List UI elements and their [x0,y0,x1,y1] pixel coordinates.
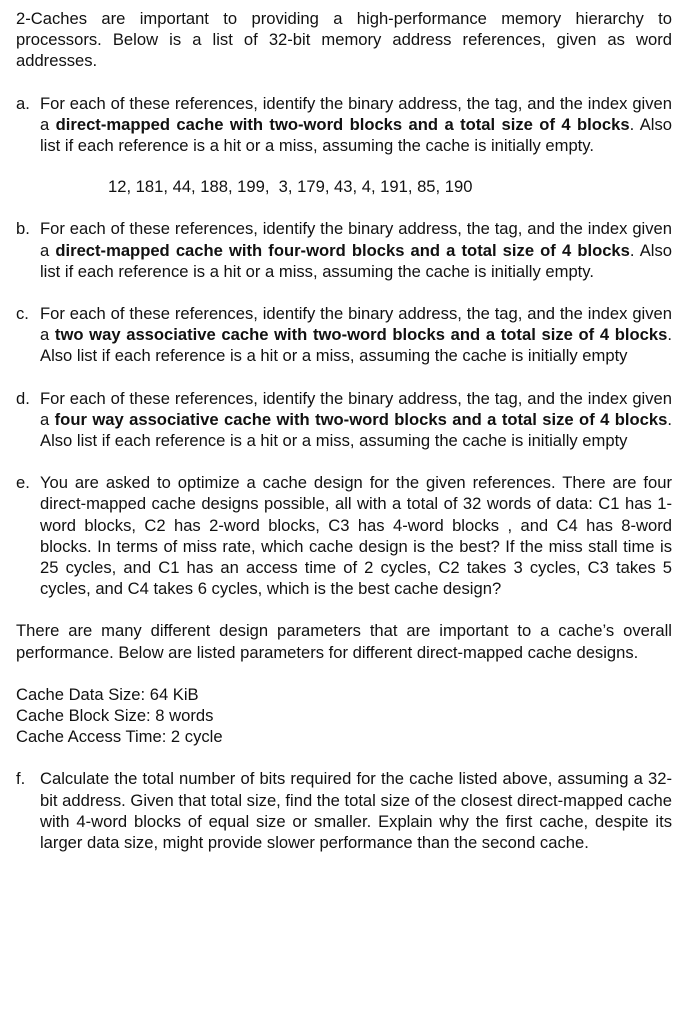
question-a-bold: direct-mapped cache with two-word blocks and a total size of 4 blocks [55,114,630,134]
question-a-text: For each of these references, identify the binary address, the tag, and the index given a [40,93,672,134]
question-a-text-end: . Also list if each reference is a hit or a miss, assuming the cache is initially empty. [40,114,672,156]
question-c-bold: two way associative cache with two-word blocks and a total size of 4 blocks [54,325,668,345]
question-b-text: For each of these references, identify the binary address, the tag, and the index given a [40,219,672,260]
question-d-text-end: . Also list if each reference is a hit or a miss, assuming the cache is initially empty [40,409,672,451]
question-a [16,93,672,157]
question-b-marker: b. [16,219,30,239]
question-d-bold: four way associative cache with two-word blocks and a total size of 4 blocks [54,409,668,429]
question-f-marker: f. [16,769,26,789]
question-c-marker: c. [16,304,29,324]
question-f-text: Calculate the total number of bits required for the cache listed above, assuming a 32-bit address. Given that total size, find the total size of the closest direct-mapped cache with 4-word blocks of equal size or smaller. Explain why the first cache, despite its larger data size, might provide slower performance than the second cache. [40,769,672,853]
question-c-text: For each of these references, identify the binary address, the tag, and the index given a [40,304,672,345]
question-e-marker: e. [16,473,30,493]
question-b-text-end: . Also list if each reference is a hit or a miss, assuming the cache is initially empty. [40,240,672,281]
design-parameters-paragraph: There are many different design parameters that are important to a cache’s overall performance. Below are listed parameters for different direct-mapped cache designs. [16,621,672,662]
question-c-text-end: . Also list if each reference is a hit or a miss, assuming the cache is initially empty [40,325,672,366]
question-e-text: You are asked to optimize a cache design for the given references. There are four direct-mapped cache designs possible, all with a total of 32 words of data: C1 has 1-word blocks, C2 has 2-word blocks, C3 has 4-word blocks , and C4 has 8-word blocks. In terms of miss rate, which cache design is the best? If the miss stall time is 25 cycles, and C1 has an access time of 2 cycles, C2 takes 3 cycles, C3 takes 5 cycles, and C4 takes 6 cycles, which is the best cache design? [40,473,672,599]
question-b [16,218,672,282]
cache-parameters [16,684,672,748]
question-d [16,388,672,452]
cache-block-size: Cache Block Size: 8 words [16,706,214,726]
question-d-marker: d. [16,388,30,408]
address-references: 12, 181, 44, 188, 199, 3, 179, 43, 4, 191, 85, 190 [108,177,473,197]
question-c [16,303,672,367]
question-f [16,768,672,853]
question-d-text: For each of these references, identify the binary address, the tag, and the index given a [40,388,672,429]
question-e [16,472,672,599]
cache-data-size: Cache Data Size: 64 KiB [16,684,199,704]
cache-access-time: Cache Access Time: 2 cycle [16,727,223,747]
question-a-marker: a. [16,93,30,113]
question-b-bold: direct-mapped cache with four-word blocks and a total size of 4 blocks [55,240,630,260]
intro-paragraph: 2-Caches are important to providing a high-performance memory hierarchy to processors. Below is a list of 32-bit memory address references, given as word addresses. [16,9,672,71]
